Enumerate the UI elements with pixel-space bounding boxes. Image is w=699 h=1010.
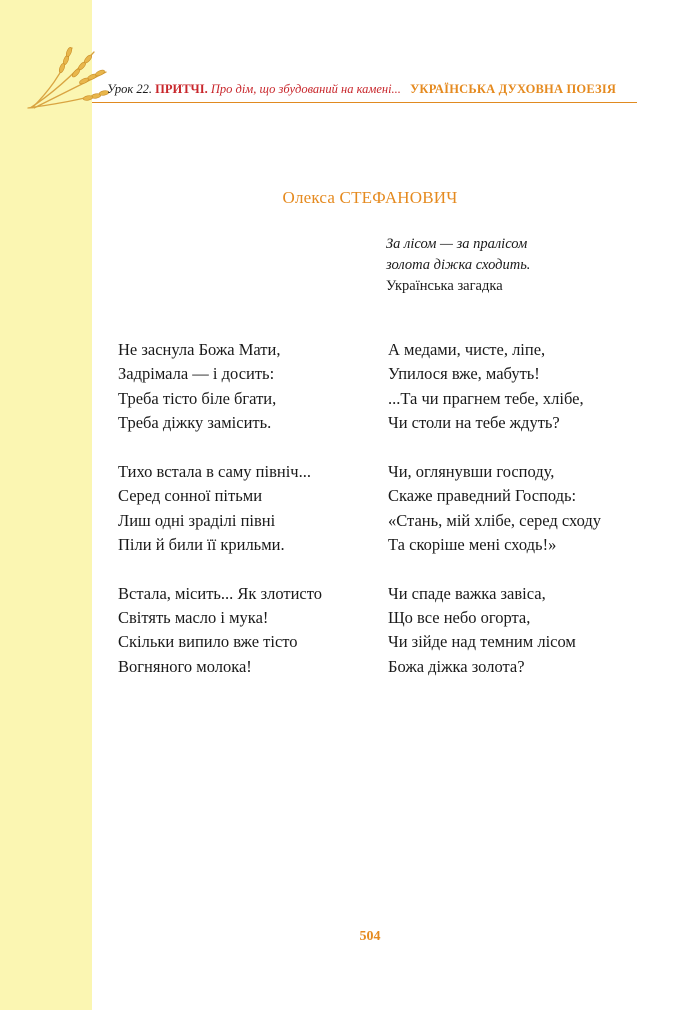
poem-line: ...Та чи прагнем тебе, хлібе, bbox=[388, 388, 584, 408]
stanza bbox=[388, 460, 648, 558]
running-header bbox=[107, 81, 637, 97]
section-title: УКРАЇНСЬКА ДУХОВНА ПОЕЗІЯ bbox=[410, 82, 617, 96]
poem-line: Божа діжка золота? bbox=[388, 656, 525, 676]
stanza bbox=[388, 338, 648, 436]
poem-line: Тихо встала в саму північ... bbox=[118, 461, 311, 481]
poem-line: Світять масло і мука! bbox=[118, 608, 269, 628]
epigraph bbox=[386, 234, 646, 297]
stanza bbox=[388, 582, 648, 680]
poem-left-column bbox=[118, 338, 368, 703]
epigraph-line: золота діжка сходить. bbox=[386, 257, 531, 273]
epigraph-line: За лісом — за пралісом bbox=[386, 236, 528, 252]
stanza bbox=[118, 582, 368, 680]
page-number: 504 bbox=[359, 929, 381, 944]
poem-line: Що все небо огорта, bbox=[388, 608, 531, 628]
header-divider bbox=[92, 102, 637, 103]
work-title: Про дім, що збудований на камені... bbox=[210, 82, 401, 96]
poem-line: Чи, оглянувши господу, bbox=[388, 461, 555, 481]
poem-line: Чи столи на тебе ждуть? bbox=[388, 413, 560, 433]
lesson-number: Урок 22. bbox=[107, 82, 153, 96]
poem-line: Лиш одні зраділі півні bbox=[118, 510, 276, 530]
poem-line: Скаже праведний Господь: bbox=[388, 486, 577, 506]
poem-line: Піли й били її крильми. bbox=[118, 535, 285, 555]
poem-line: Треба діжку замісить. bbox=[118, 413, 272, 433]
poem-line: Не заснула Божа Мати, bbox=[118, 340, 281, 359]
stanza bbox=[118, 460, 368, 558]
poem-line: Та скоріше мені сходь!» bbox=[388, 535, 557, 555]
poem-line: «Стань, мій хлібе, серед сходу bbox=[388, 510, 602, 530]
poem-line: Упилося вже, мабуть! bbox=[388, 364, 540, 384]
poem-line: Задрімала — і досить: bbox=[118, 364, 275, 384]
side-strip bbox=[0, 0, 92, 1010]
poem-line: Треба тісто біле бгати, bbox=[118, 388, 277, 408]
poem-line: Серед сонної пітьми bbox=[118, 486, 263, 506]
poem-line: Вогняного молока! bbox=[118, 656, 252, 676]
epigraph-source: Українська загадка bbox=[386, 278, 503, 294]
genre-label: ПРИТЧІ. bbox=[155, 82, 208, 96]
stanza bbox=[118, 338, 368, 436]
poem-line: Чи спаде важка завіса, bbox=[388, 583, 546, 603]
poem-line: Встала, місить... Як злотисто bbox=[118, 583, 322, 603]
poem-line: А медами, чисте, ліпе, bbox=[388, 340, 546, 359]
poem-line: Чи зійде над темним лісом bbox=[388, 632, 576, 652]
poem-right-column bbox=[388, 338, 648, 703]
author-name: Олекса СТЕФАНОВИЧ bbox=[282, 188, 458, 207]
poem-line: Скільки випило вже тісто bbox=[118, 632, 298, 652]
